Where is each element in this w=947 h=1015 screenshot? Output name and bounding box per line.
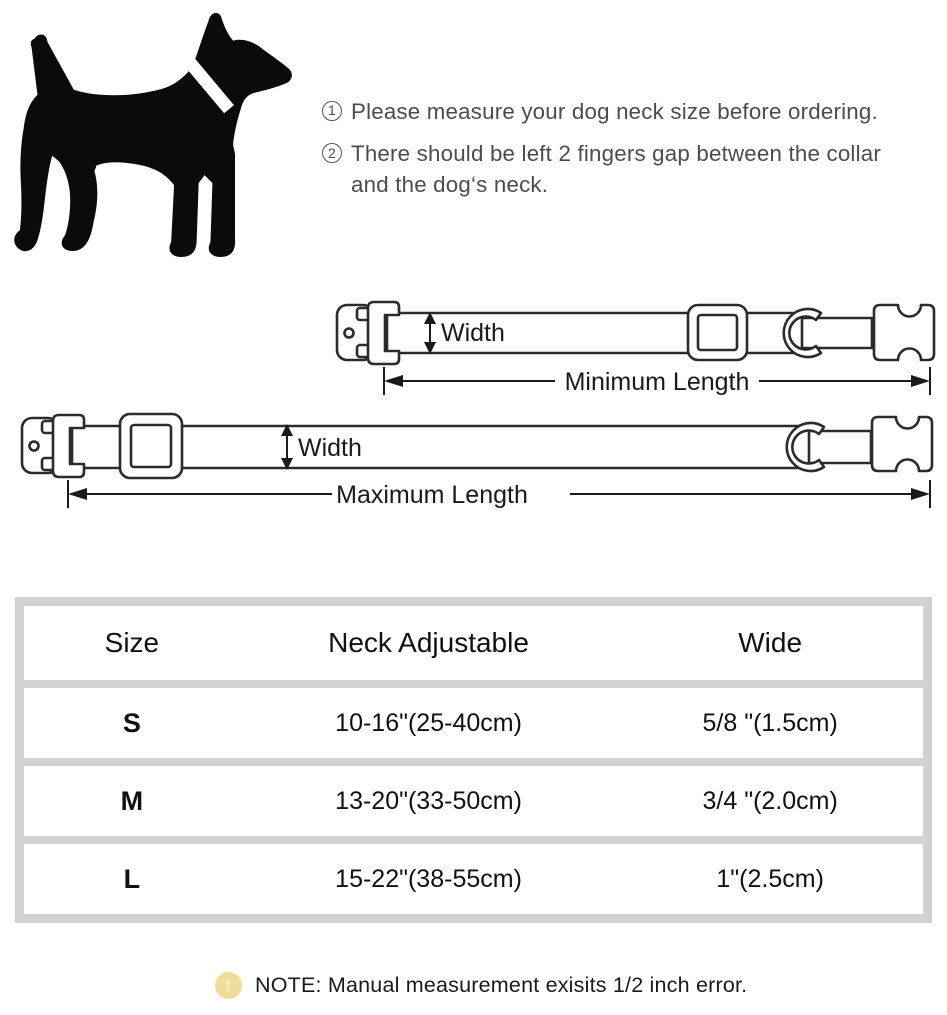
neck-value: 10-16"(25-40cm): [335, 708, 522, 737]
wide-value: 5/8 "(1.5cm): [702, 708, 838, 737]
buckle-male-icon: [874, 305, 934, 360]
instructions: [322, 97, 908, 200]
table-row-l: [24, 844, 923, 914]
width-label-max: Width: [298, 434, 362, 462]
maximum-length-label: Maximum Length: [336, 481, 528, 509]
instruction-item-1: [322, 97, 908, 127]
wide-value: 3/4 "(2.0cm): [702, 786, 838, 815]
circled-number-1-icon: 1: [322, 101, 342, 121]
instruction-item-2: [322, 139, 908, 200]
wide-value: 1"(2.5cm): [716, 864, 824, 893]
maximum-length-dimension: [68, 480, 930, 509]
size-table: [15, 597, 932, 923]
column-header-neck-adjustable: Neck Adjustable: [328, 627, 529, 658]
table-header-row: [24, 606, 923, 680]
instruction-text-1: Please measure your dog neck size before ordering.: [351, 99, 878, 124]
buckle-male-icon: [872, 417, 932, 471]
tri-glide-slider-icon: [688, 305, 747, 360]
column-header-wide: Wide: [738, 627, 803, 658]
dog-silhouette-graphic: [8, 6, 293, 264]
instruction-text-2: There should be left 2 fingers gap between the collar and the dog‘s neck.: [351, 141, 881, 197]
collar-diagram-maximum: [14, 406, 940, 516]
neck-value: 15-22"(38-55cm): [335, 864, 522, 893]
minimum-length-dimension: [384, 367, 930, 396]
size-value: M: [120, 785, 144, 816]
exclamation-warning-icon: !: [215, 972, 242, 999]
width-label-min: Width: [441, 319, 505, 347]
minimum-length-label: Minimum Length: [564, 368, 750, 396]
tri-glide-slider-icon: [120, 414, 182, 478]
collar-diagram-minimum: [327, 296, 947, 402]
size-value: L: [123, 863, 141, 894]
note-row: [215, 972, 747, 999]
neck-value: 13-20"(33-50cm): [335, 786, 522, 815]
note-text: NOTE: Manual measurement exisits 1/2 inch error.: [255, 973, 748, 997]
column-header-size: Size: [104, 627, 160, 658]
table-row-s: [24, 688, 923, 758]
circled-number-2-icon: 2: [322, 143, 342, 163]
table-row-m: [24, 766, 923, 836]
size-value: S: [122, 707, 141, 738]
